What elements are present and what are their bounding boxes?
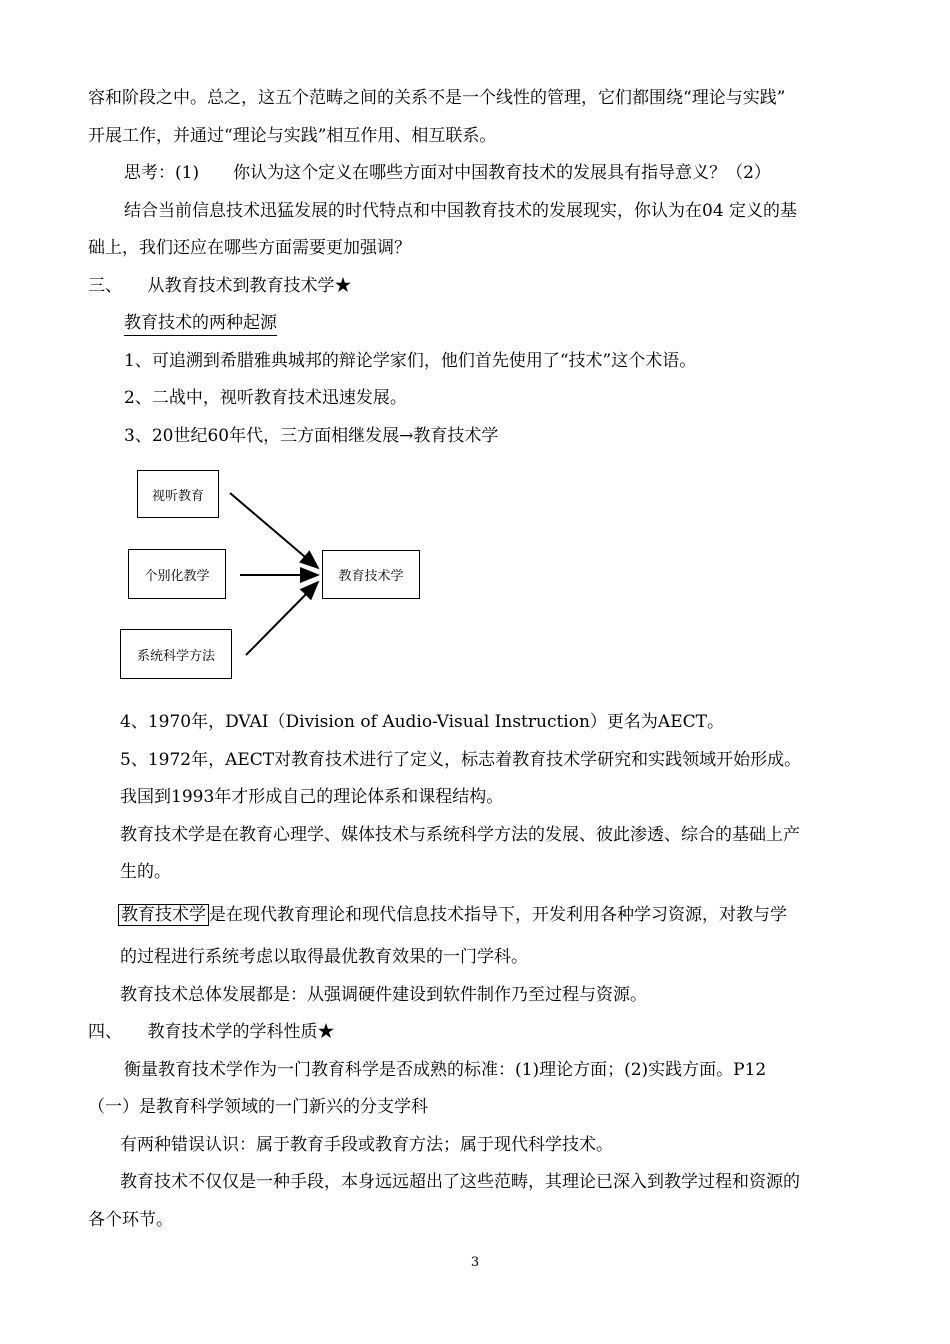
node-target: 教育技术学 [322,550,420,599]
list-item: 1、可追溯到希腊雅典城邦的辩论学家们，他们首先使用了“技术”这个术语。 [124,351,697,371]
paragraph-line: 容和阶段之中。总之，这五个范畴之间的关系不是一个线性的管理，它们都围绕“理论与实践” [88,88,786,108]
paragraph-line: 教育技术学是在教育心理学、媒体技术与系统科学方法的发展、彼此渗透、综合的基础上产 [120,825,800,845]
paragraph-line: 我国到1993年才形成自己的理论体系和课程结构。 [120,787,504,807]
arrow-from-source1 [230,493,318,568]
definition-line: 的过程进行系统考虑以取得最优教育效果的一门学科。 [120,947,528,967]
list-item: 4、1970年，DVAI（Division of Audio-Visual Instruction）更名为AECT。 [120,712,724,732]
question-line: 础上，我们还应在哪些方面需要更加强调？ [88,238,411,258]
paragraph-line: 教育技术不仅仅是一种手段，本身远远超出了这些范畴，其理论已深入到教学过程和资源的 [120,1172,800,1192]
question-line: 思考：(1) 你认为这个定义在哪些方面对中国教育技术的发展具有指导意义？（2） [124,163,771,183]
subsection-heading: （一）是教育科学领域的一门新兴的分支学科 [88,1097,428,1117]
paragraph-line: 衡量教育技术学作为一门教育科学是否成熟的标准：(1)理论方面；(2)实践方面。P12 [124,1060,767,1080]
section-heading: 三、 从教育技术到教育技术学★ [88,276,352,296]
paragraph-line: 有两种错误认识：属于教育手段或教育方法；属于现代科学技术。 [120,1135,613,1155]
node-source1: 视听教育 [137,470,219,518]
question-line: 结合当前信息技术迅猛发展的时代特点和中国教育技术的发展现实，你认为在04 定义的基 [124,201,798,221]
list-item: 3、20世纪60年代，三方面相继发展→教育技术学 [124,426,499,446]
definition-line [118,905,787,925]
arrow-from-source3 [246,582,318,655]
paragraph-line: 教育技术总体发展都是：从强调硬件建设到软件制作乃至过程与资源。 [120,985,647,1005]
section-heading: 四、 教育技术学的学科性质★ [88,1022,335,1042]
list-item: 5、1972年，AECT对教育技术进行了定义，标志着教育技术学研究和实践领域开始形成。 [120,750,802,770]
list-item: 2、二战中，视听教育技术迅速发展。 [124,388,407,408]
node-source2: 个别化教学 [128,549,226,599]
paragraph-line: 开展工作，并通过“理论与实践”相互作用、相互联系。 [88,126,497,146]
page-number: 3 [470,1255,480,1270]
paragraph-line: 各个环节。 [88,1210,173,1230]
subheading: 教育技术的两种起源 [124,313,277,336]
paragraph-line: 生的。 [120,862,171,882]
definition-term: 教育技术学 [118,904,209,926]
definition-text: 是在现代教育理论和现代信息技术指导下，开发利用各种学习资源，对教与学 [209,905,787,925]
node-source3: 系统科学方法 [120,629,232,679]
